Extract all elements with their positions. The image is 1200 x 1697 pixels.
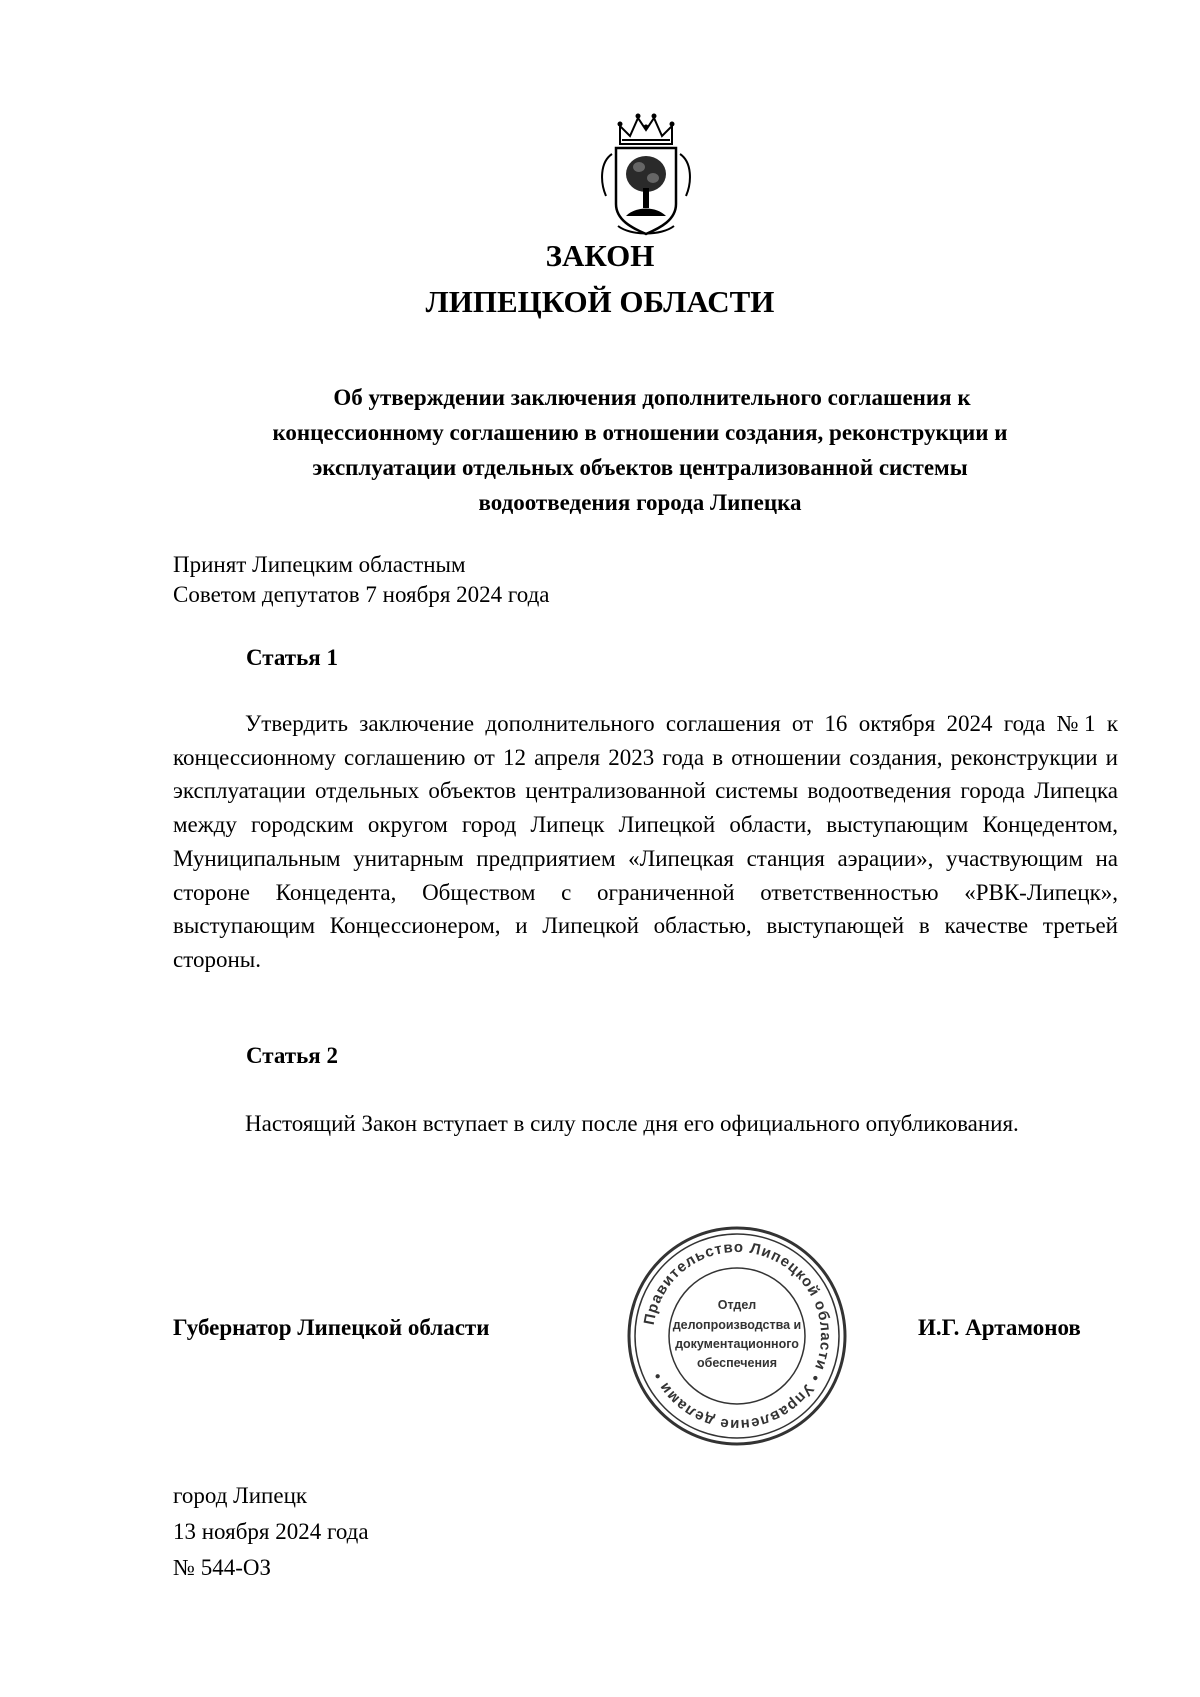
official-seal [626, 1225, 848, 1447]
law-title-line1: ЗАКОН [545, 238, 655, 273]
footer-city: город Липецк [173, 1483, 308, 1508]
adoption-line1: Принят Липецким областным [173, 552, 466, 577]
signatory-name: И.Г. Артамонов [918, 1315, 1081, 1340]
law-title-line2: ЛИПЕЦКОЙ ОБЛАСТИ [425, 284, 775, 319]
seal-inner-line1: Отдел [717, 1298, 757, 1312]
article-1-text: Утвердить заключение дополнительного соглашения от 16 октября 2024 года №1 к концессионному соглашению от 12 апреля 2023 года в отношении создания, реконструкции и эксплуатации отдельных объектов централизованной системы водоотведения города Липецка между городским округом город Липецк Липецкой области, выступающим Концедентом, Муниципальным унитарным предприятием «Липецкая станция аэрации», участвующим на стороне Концедента, Обществом с ограниченной ответственностью «РВК-Липецк», выступающим Концессионером, и Липецкой областью, выступающей в качестве третьей стороны. [173, 711, 1118, 972]
heading-line2: концессионному соглашению в отношении создания, реконструкции и [272, 420, 1008, 445]
law-title [0, 233, 1200, 325]
heading-line3: эксплуатации отдельных объектов централизованной системы [312, 455, 968, 480]
heading-line1: Об утверждении заключения дополнительного соглашения к [333, 385, 971, 410]
seal-inner-line3: документационного [675, 1337, 799, 1351]
document-footer [173, 1478, 369, 1586]
adoption-line2: Советом депутатов 7 ноября 2024 года [173, 582, 550, 607]
adoption-note [173, 550, 550, 610]
signatory-position: Губернатор Липецкой области [173, 1315, 490, 1340]
law-heading [180, 380, 1100, 520]
footer-number: № 544-ОЗ [173, 1555, 271, 1580]
heading-line4: водоотведения города Липецка [478, 490, 802, 515]
article-1-title: Статья 1 [246, 645, 338, 670]
coat-of-arms-icon [596, 112, 696, 240]
article-2-text: Настоящий Закон вступает в силу после дня его официального опубликования. [245, 1111, 1019, 1136]
seal-inner-line4: обеспечения [696, 1356, 778, 1370]
footer-date: 13 ноября 2024 года [173, 1519, 369, 1544]
article-2-text-block [173, 1107, 1118, 1141]
seal-outer-text: Правительство Липецкой области • Управление делами • [640, 1238, 835, 1434]
article-1-text-block [173, 707, 1118, 977]
seal-inner-line2: делопроизводства и [672, 1318, 802, 1332]
article-2-title: Статья 2 [246, 1043, 338, 1068]
